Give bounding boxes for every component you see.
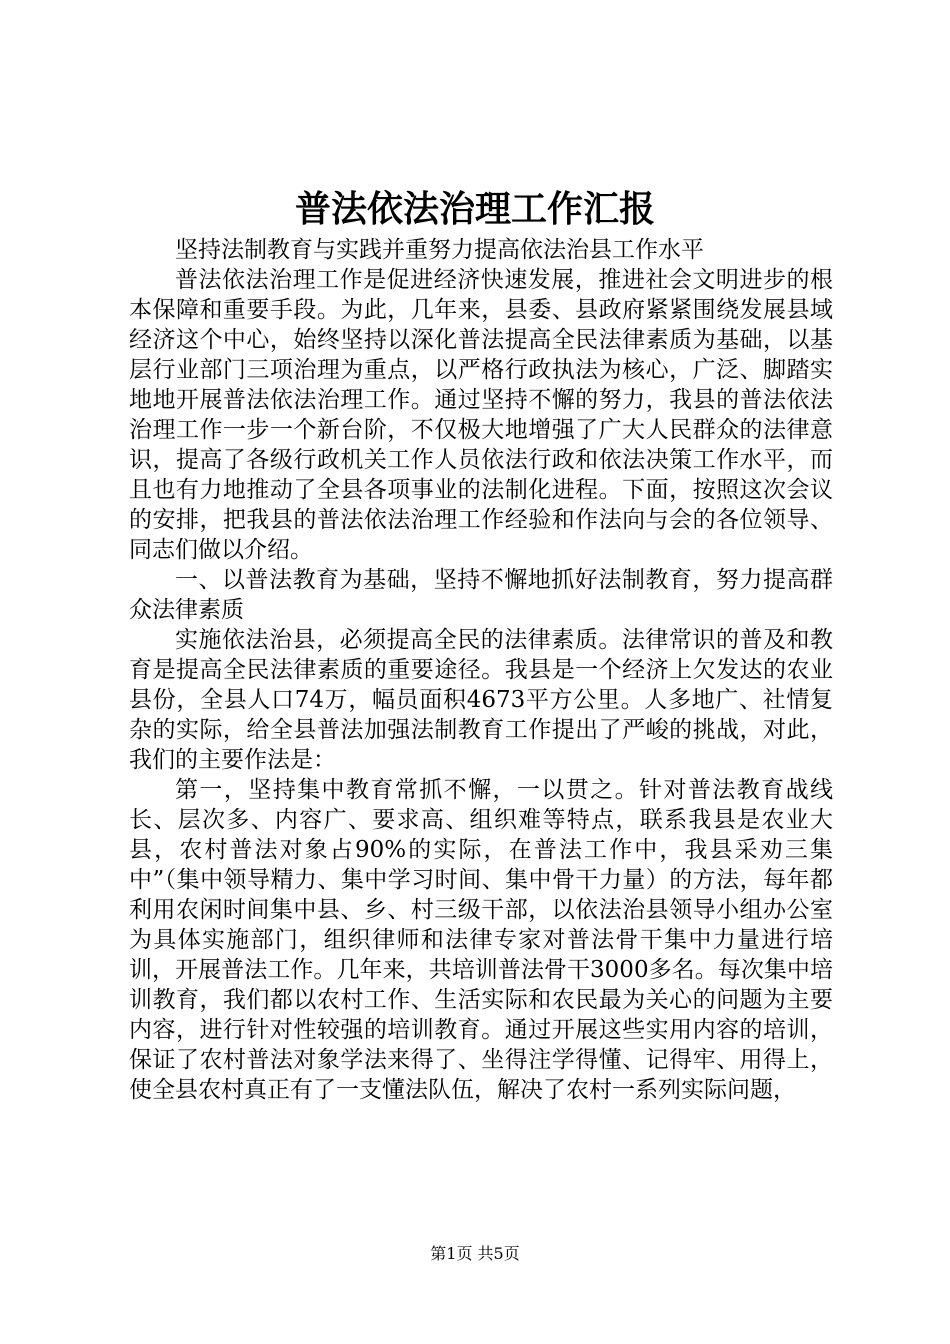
document-title: 普法依法治理工作汇报 bbox=[294, 188, 655, 230]
section-heading-one: 一、以普法教育为基础，坚持不懈地抓好法制教育，努力提高群众法律素质 bbox=[129, 567, 833, 623]
body-paragraph-first-point: 第一，坚持集中教育常抓不懈，一以贯之。针对普法教育战线长、层次多、内容广、要求高、组织难等特点，联系我县是农业大县，农村普法对象占90%的实际，在普法工作中，我县采劝三集中”（集中领导精力、集中学习时间、集中骨干力量）的方法，每年都利用农闲时间集中县、乡、村三级干部，以依法治县领导小组办公室为具体实施部门，组织律师和法律专家对普法骨干集中力量进行培训，开展普法工作。几年来，共培训普法骨干3000多名。每次集中培训教育，我们都以农村工作、生活实际和农民最为关心的问题为主要内容，进行针对性较强的培训教育。通过开展这些实用内容的培训，保证了农村普法对象学法来得了、坐得注学得懂、记得牢、用得上，使全县农村真正有了一支懂法队伍，解决了农村一系列实际问题， bbox=[129, 777, 833, 1103]
body-paragraph-section-one: 实施依法治县，必须提高全民的法律素质。法律常识的普及和教育是提高全民法律素质的重要途径。我县是一个经济上欠发达的农业县份，全县人口74万，幅员面积4673平方公里。人多地广、社情复杂的实际，给全县普法加强法制教育工作提出了严峻的挑战，对此，我们的主要作法是： bbox=[129, 627, 833, 773]
page-footer: 第1页 共5页 bbox=[430, 1244, 520, 1263]
document-body bbox=[129, 235, 833, 1105]
body-paragraph-intro: 普法依法治理工作是促进经济快速发展，推进社会文明进步的根本保障和重要手段。为此，几年来，县委、县政府紧紧围绕发展县域经济这个中心，始终坚持以深化普法提高全民法律素质为基础，以基层行业部门三项治理为重点，以严格行政执法为核心，广泛、脚踏实地地开展普法依法治理工作。通过坚持不懈的努力，我县的普法依法治理工作一步一个新台阶，不仅极大地增强了广大人民群众的法律意识，提高了各级行政机关工作人员依法行政和依法决策工作水平，而且也有力地推动了全县各项事业的法制化进程。下面，按照这次会议的安排，把我县的普法依法治理工作经验和作法向与会的各位领导、同志们做以介绍。 bbox=[129, 267, 833, 563]
subtitle-paragraph: 坚持法制教育与实践并重努力提高依法治县工作水平 bbox=[175, 237, 704, 263]
